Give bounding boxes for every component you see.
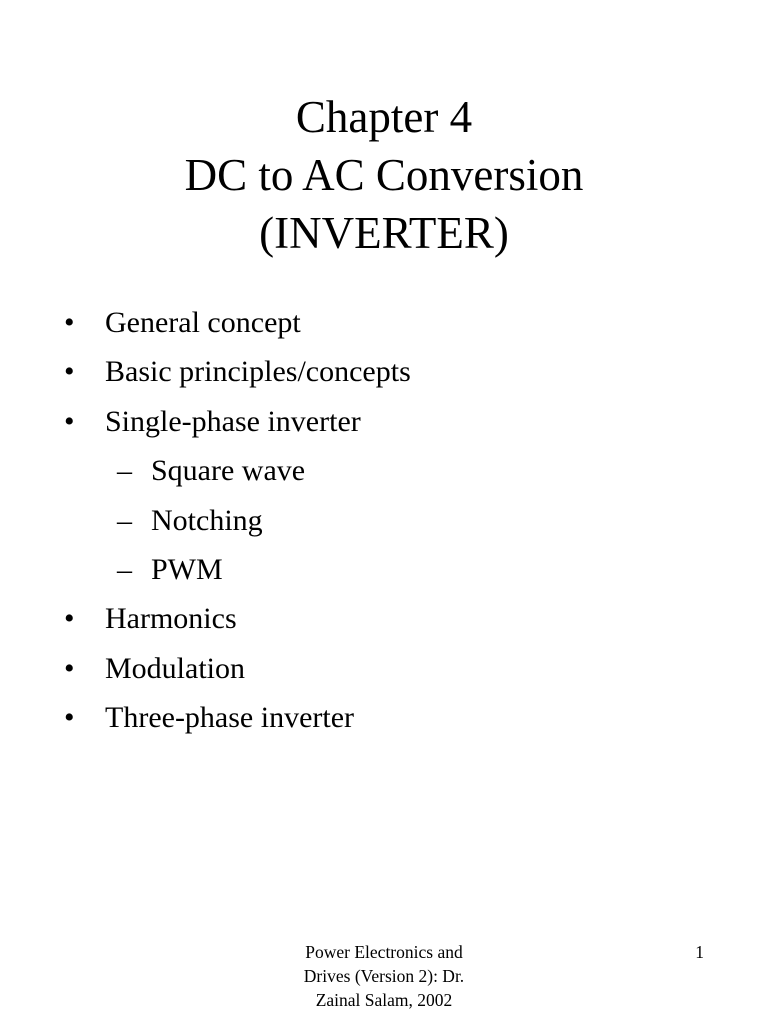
footer-line: Zainal Salam, 2002 bbox=[315, 990, 453, 1010]
bullet-text: General concept bbox=[105, 306, 301, 339]
slide-title bbox=[0, 88, 768, 262]
sub-bullet-text: Square wave bbox=[151, 454, 306, 488]
bullet-marker: • bbox=[64, 355, 75, 389]
bullet-text: Three-phase inverter bbox=[105, 701, 355, 735]
slide-footer bbox=[270, 940, 498, 1012]
title-line-topic: DC to AC Conversion bbox=[184, 150, 584, 200]
bullet-item bbox=[0, 352, 768, 401]
bullet-marker: • bbox=[64, 602, 75, 636]
bullet-text: Single-phase inverter bbox=[105, 404, 361, 438]
bullet-item bbox=[0, 402, 768, 451]
footer-line: Drives (Version 2): Dr. bbox=[303, 966, 465, 986]
bullet-list bbox=[0, 303, 768, 748]
bullet-text: Modulation bbox=[105, 651, 245, 685]
page-number: 1 bbox=[695, 942, 704, 962]
bullet-item bbox=[0, 698, 768, 747]
sub-bullet-marker: – bbox=[117, 552, 132, 586]
sub-bullet-text: Notching bbox=[151, 503, 263, 537]
bullet-item bbox=[0, 649, 768, 698]
sub-bullet-item bbox=[0, 550, 768, 599]
bullet-marker: • bbox=[64, 701, 75, 735]
sub-bullet-text: PWM bbox=[151, 552, 223, 586]
sub-bullet-marker: – bbox=[117, 454, 132, 488]
sub-bullet-marker: – bbox=[117, 503, 132, 537]
title-line-chapter: Chapter 4 bbox=[295, 92, 473, 142]
bullet-item bbox=[0, 303, 768, 352]
footer-line: Power Electronics and bbox=[305, 942, 463, 962]
bullet-text: Basic principles/concepts bbox=[105, 355, 411, 389]
bullet-marker: • bbox=[64, 651, 75, 685]
sub-bullet-item bbox=[0, 501, 768, 550]
title-line-subtitle: (INVERTER) bbox=[259, 208, 509, 258]
bullet-marker: • bbox=[64, 306, 75, 339]
bullet-marker: • bbox=[64, 404, 75, 438]
bullet-text: Harmonics bbox=[105, 602, 237, 636]
sub-bullet-item bbox=[0, 451, 768, 500]
bullet-item bbox=[0, 599, 768, 648]
